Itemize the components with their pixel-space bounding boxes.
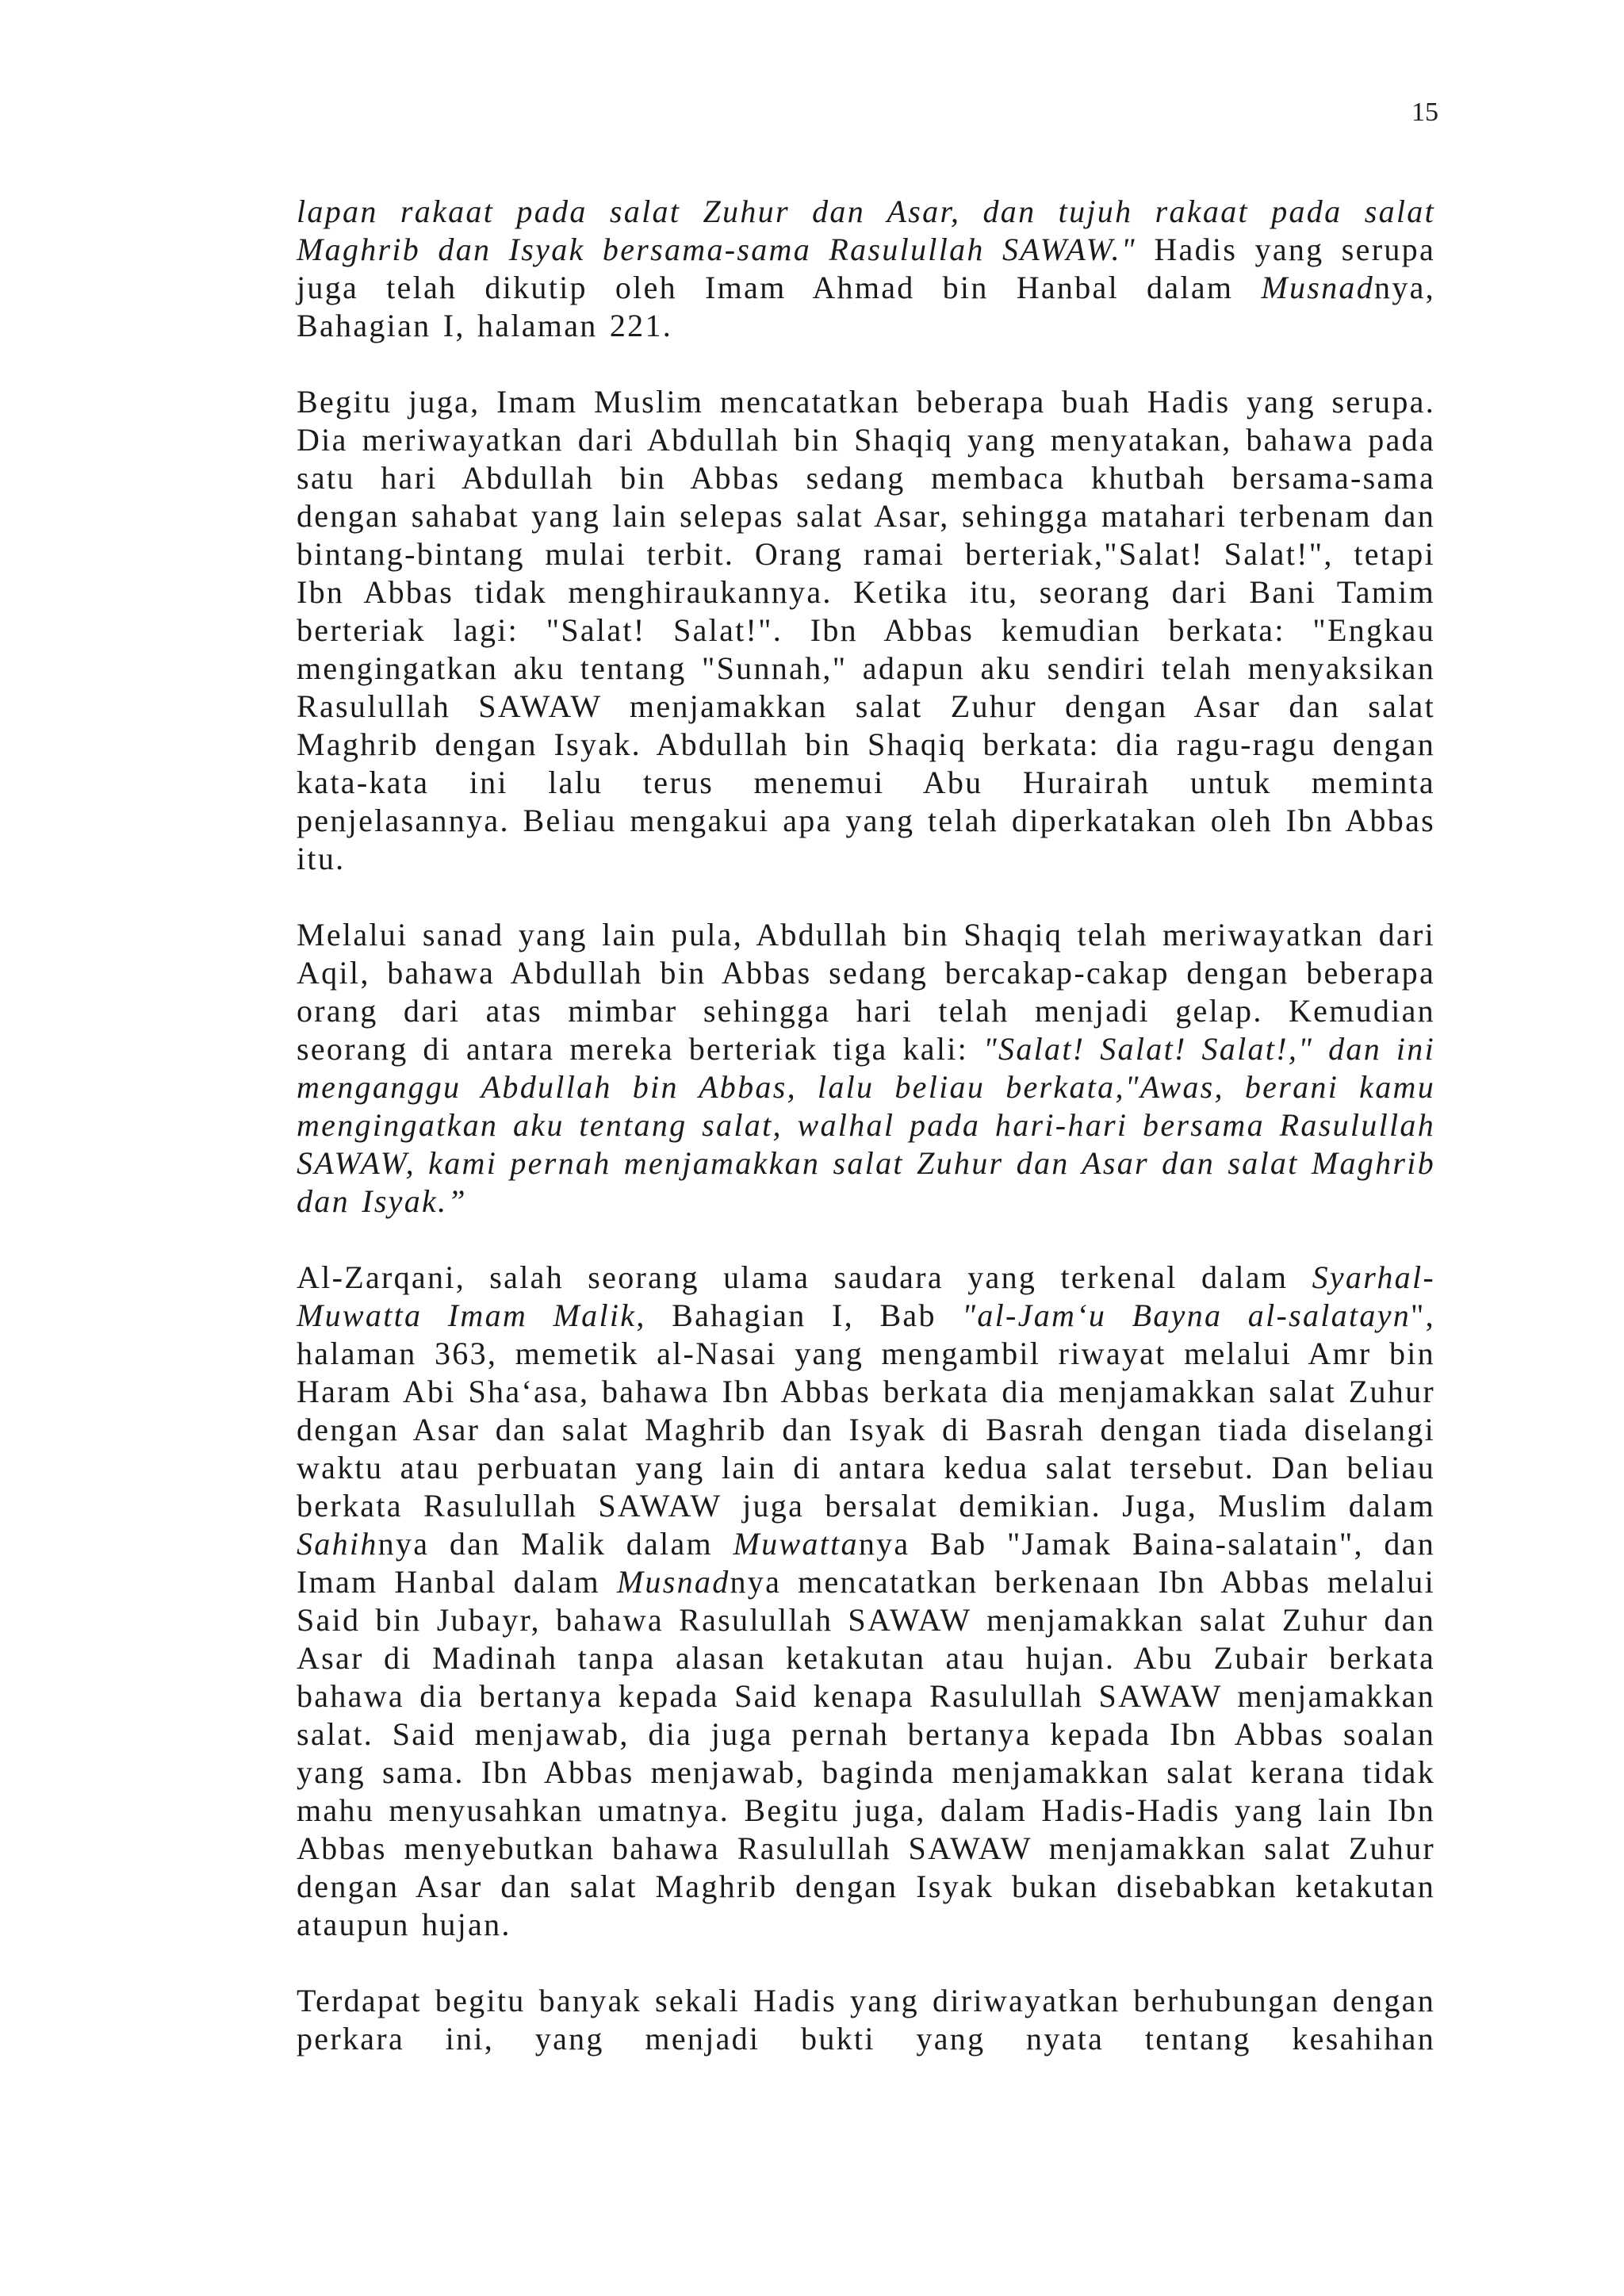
- text-segment: "al-Jam‘u Bayna al-salatayn: [962, 1297, 1411, 1333]
- document-body: [297, 193, 1435, 2096]
- text-segment: Hadis yang serupa juga telah dikutip oleh Imam Ahmad bin Hanbal dalam: [297, 232, 1435, 305]
- paragraph-4: [297, 1259, 1435, 1944]
- text-segment: nya dan Malik dalam: [377, 1526, 733, 1562]
- text-segment: Muwatta: [733, 1526, 859, 1562]
- text-segment: Musnad: [1261, 270, 1375, 305]
- paragraph-3: [297, 916, 1435, 1221]
- paragraph-1: [297, 193, 1435, 345]
- text-segment: nya, Bahagian I, halaman 221.: [297, 270, 1435, 343]
- text-segment: nya Bab "Jamak Baina-salatain", dan Imam Hanbal dalam: [297, 1526, 1435, 1600]
- text-segment: , Bahagian I, Bab: [636, 1297, 963, 1333]
- paragraph-2: [297, 383, 1435, 878]
- text-segment: ", halaman 363, memetik al-Nasai yang mengambil riwayat melalui Amr bin Haram Abi Sha‘asa, bahawa Ibn Abbas berkata dia menjamakkan salat Zuhur dengan Asar dan salat Maghrib dan Isyak di Basrah dengan tiada diselangi waktu atau perbuatan yang lain di antara kedua salat tersebut. Dan beliau berkata Rasulullah SAWAW juga bersalat demikian. Juga, Muslim dalam: [297, 1297, 1435, 1524]
- text-segment: Musnad: [616, 1564, 730, 1600]
- text-segment: lapan rakaat pada salat Zuhur dan Asar, dan tujuh rakaat pada salat Maghrib dan Isyak bersama-sama Rasulullah SAWAW.": [297, 194, 1435, 267]
- text-segment: Terdapat begitu banyak sekali Hadis yang diriwayatkan berhubungan dengan perkara ini, yang menjadi bukti yang nyata tentang kesahihan: [297, 1983, 1435, 2056]
- text-segment: "Salat! Salat! Salat!," dan ini menganggu Abdullah bin Abbas, lalu beliau berkata,"Awas, berani kamu mengingatkan aku tentang salat, walhal pada hari-hari bersama Rasulullah SAWAW, kami pernah menjamakkan salat Zuhur dan Asar dan salat Maghrib dan Isyak.”: [297, 1031, 1435, 1219]
- text-segment: Al-Zarqani, salah seorang ulama saudara yang terkenal dalam: [297, 1259, 1312, 1295]
- page-number: 15: [1411, 98, 1438, 127]
- text-segment: Sahih: [297, 1526, 378, 1562]
- text-segment: Melalui sanad yang lain pula, Abdullah bin Shaqiq telah meriwayatkan dari Aqil, bahawa Abdullah bin Abbas sedang bercakap-cakap dengan beberapa orang dari atas mimbar sehingga hari telah menjadi gelap. Kemudian seorang di antara mereka berteriak tiga kali:: [297, 917, 1435, 1067]
- paragraph-5: [297, 1982, 1435, 2058]
- text-segment: nya mencatatkan berkenaan Ibn Abbas melalui Said bin Jubayr, bahawa Rasulullah SAWAW menjamakkan salat Zuhur dan Asar di Madinah tanpa alasan ketakutan atau hujan. Abu Zubair berkata bahawa dia bertanya kepada Said kenapa Rasulullah SAWAW menjamakkan salat. Said menjawab, dia juga pernah bertanya kepada Ibn Abbas soalan yang sama. Ibn Abbas menjawab, baginda menjamakkan salat kerana tidak mahu menyusahkan umatnya. Begitu juga, dalam Hadis-Hadis yang lain Ibn Abbas menyebutkan bahawa Rasulullah SAWAW menjamakkan salat Zuhur dengan Asar dan salat Maghrib dengan Isyak bukan disebabkan ketakutan ataupun hujan.: [297, 1564, 1435, 1942]
- text-segment: Syarhal-Muwatta Imam Malik: [297, 1259, 1435, 1333]
- text-segment: Begitu juga, Imam Muslim mencatatkan beberapa buah Hadis yang serupa. Dia meriwayatkan dari Abdullah bin Shaqiq yang menyatakan, bahawa pada satu hari Abdullah bin Abbas sedang membaca khutbah bersama-sama dengan sahabat yang lain selepas salat Asar, sehingga matahari terbenam dan bintang-bintang mulai terbit. Orang ramai berteriak,"Salat! Salat!", tetapi Ibn Abbas tidak menghiraukannya. Ketika itu, seorang dari Bani Tamim berteriak lagi: "Salat! Salat!". Ibn Abbas kemudian berkata: "Engkau mengingatkan aku tentang "Sunnah," adapun aku sendiri telah menyaksikan Rasulullah SAWAW menjamakkan salat Zuhur dengan Asar dan salat Maghrib dengan Isyak. Abdullah bin Shaqiq berkata: dia ragu-ragu dengan kata-kata ini lalu terus menemui Abu Hurairah untuk meminta penjelasannya. Beliau mengakui apa yang telah diperkatakan oleh Ibn Abbas itu.: [297, 384, 1435, 876]
